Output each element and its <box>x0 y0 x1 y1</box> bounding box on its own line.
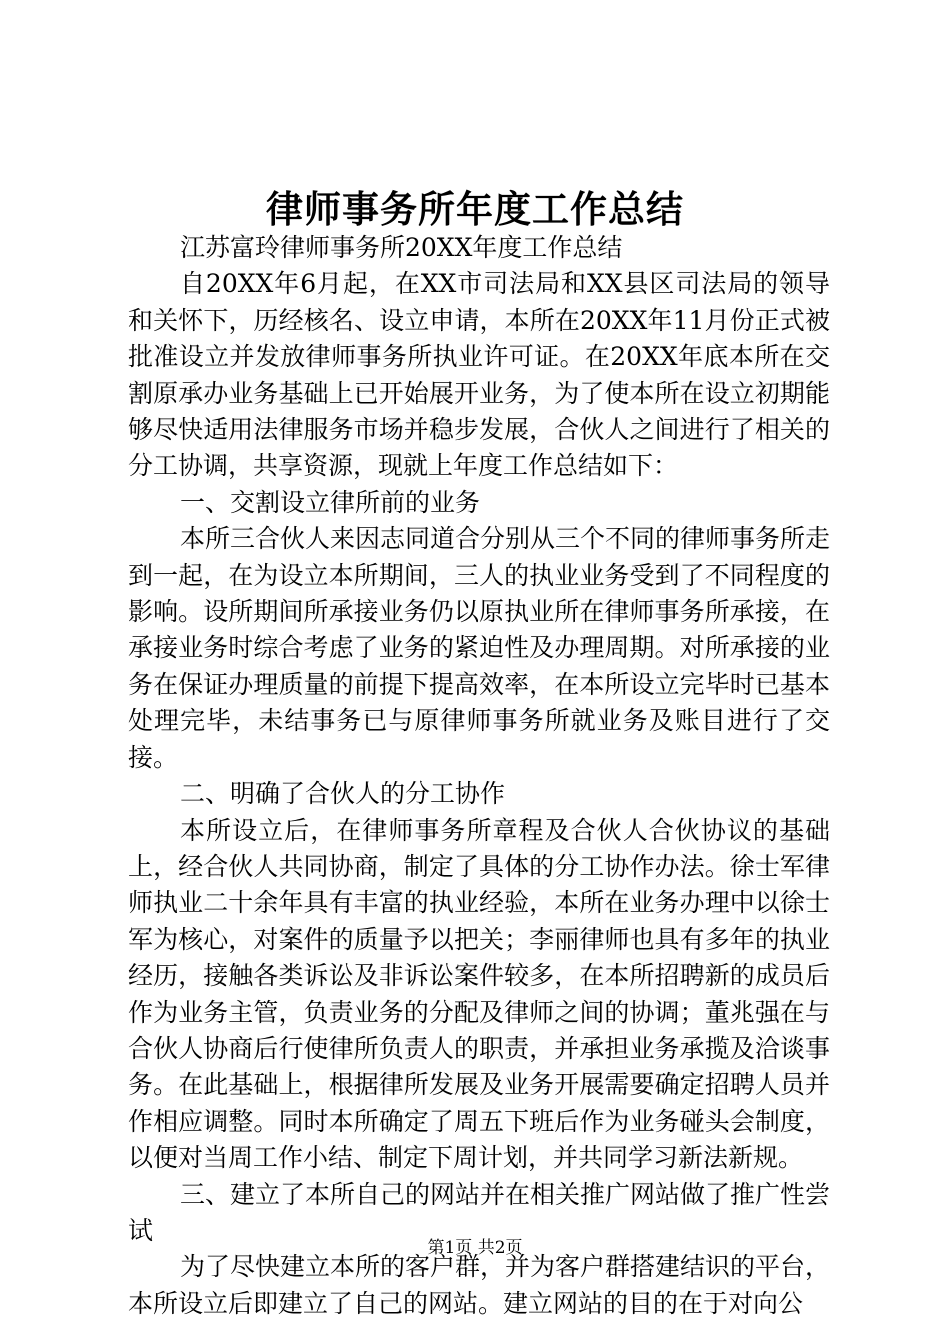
paragraph-intro: 自20XX年6月起，在XX市司法局和XX县区司法局的领导和关怀下，历经核名、设立申请，本所在20XX年11月份正式被批准设立并发放律师事务所执业许可证。在20XX年底本所在交割原承办业务基础上已开始展开业务，为了使本所在设立初期能够尽快适用法律服务市场并稳步发展，合伙人之间进行了相关的分工协调，共享资源，现就上年度工作总结如下： <box>128 269 830 481</box>
paragraph-section-1: 本所三合伙人来因志同道合分别从三个不同的律师事务所走到一起，在为设立本所期间，三人的执业业务受到了不同程度的影响。设所期间所承接业务仍以原执业所在律师事务所承接，在承接业务时综合考虑了业务的紧迫性及办理周期。对所承接的业务在保证办理质量的前提下提高效率，在本所设立完毕时已基本处理完毕，未结事务已与原律师事务所就业务及账目进行了交接。 <box>128 524 831 772</box>
page-number-footer: 第1页 共2页 <box>427 1238 523 1258</box>
section-heading-1: 一、交割设立律所前的业务 <box>180 487 481 517</box>
paragraph-section-3: 为了尽快建立本所的客户群，并为客户群搭建结识的平台，本所设立后即建立了自己的网站。建立网站的目的在于对向公 <box>128 1252 831 1318</box>
section-heading-3: 三、建立了本所自己的网站并在相关推广网站做了推广性尝试 <box>128 1179 831 1245</box>
document-body <box>128 230 830 1322</box>
paragraph-subtitle: 江苏富玲律师事务所20XX年度工作总结 <box>180 233 623 262</box>
paragraph-section-2: 本所设立后，在律师事务所章程及合伙人合伙协议的基础上，经合伙人共同协商，制定了具体的分工协作办法。徐士军律师执业二十余年具有丰富的执业经验，本所在业务办理中以徐士军为核心，对案件的质量予以把关；李丽律师也具有多年的执业经历，接触各类诉讼及非诉讼案件较多，在本所招聘新的成员后作为业务主管，负责业务的分配及律师之间的协调；董兆强在与合伙人协商后行使律所负责人的职责，并承担业务承揽及洽谈事务。在此基础上，根据律所发展及业务开展需要确定招聘人员并作相应调整。同时本所确定了周五下班后作为业务碰头会制度，以便对当周工作小结、制定下周计划，并共同学习新法新规。 <box>128 815 830 1173</box>
document-title: 律师事务所年度工作总结 <box>266 187 684 231</box>
section-heading-2: 二、明确了合伙人的分工协作 <box>180 779 506 809</box>
